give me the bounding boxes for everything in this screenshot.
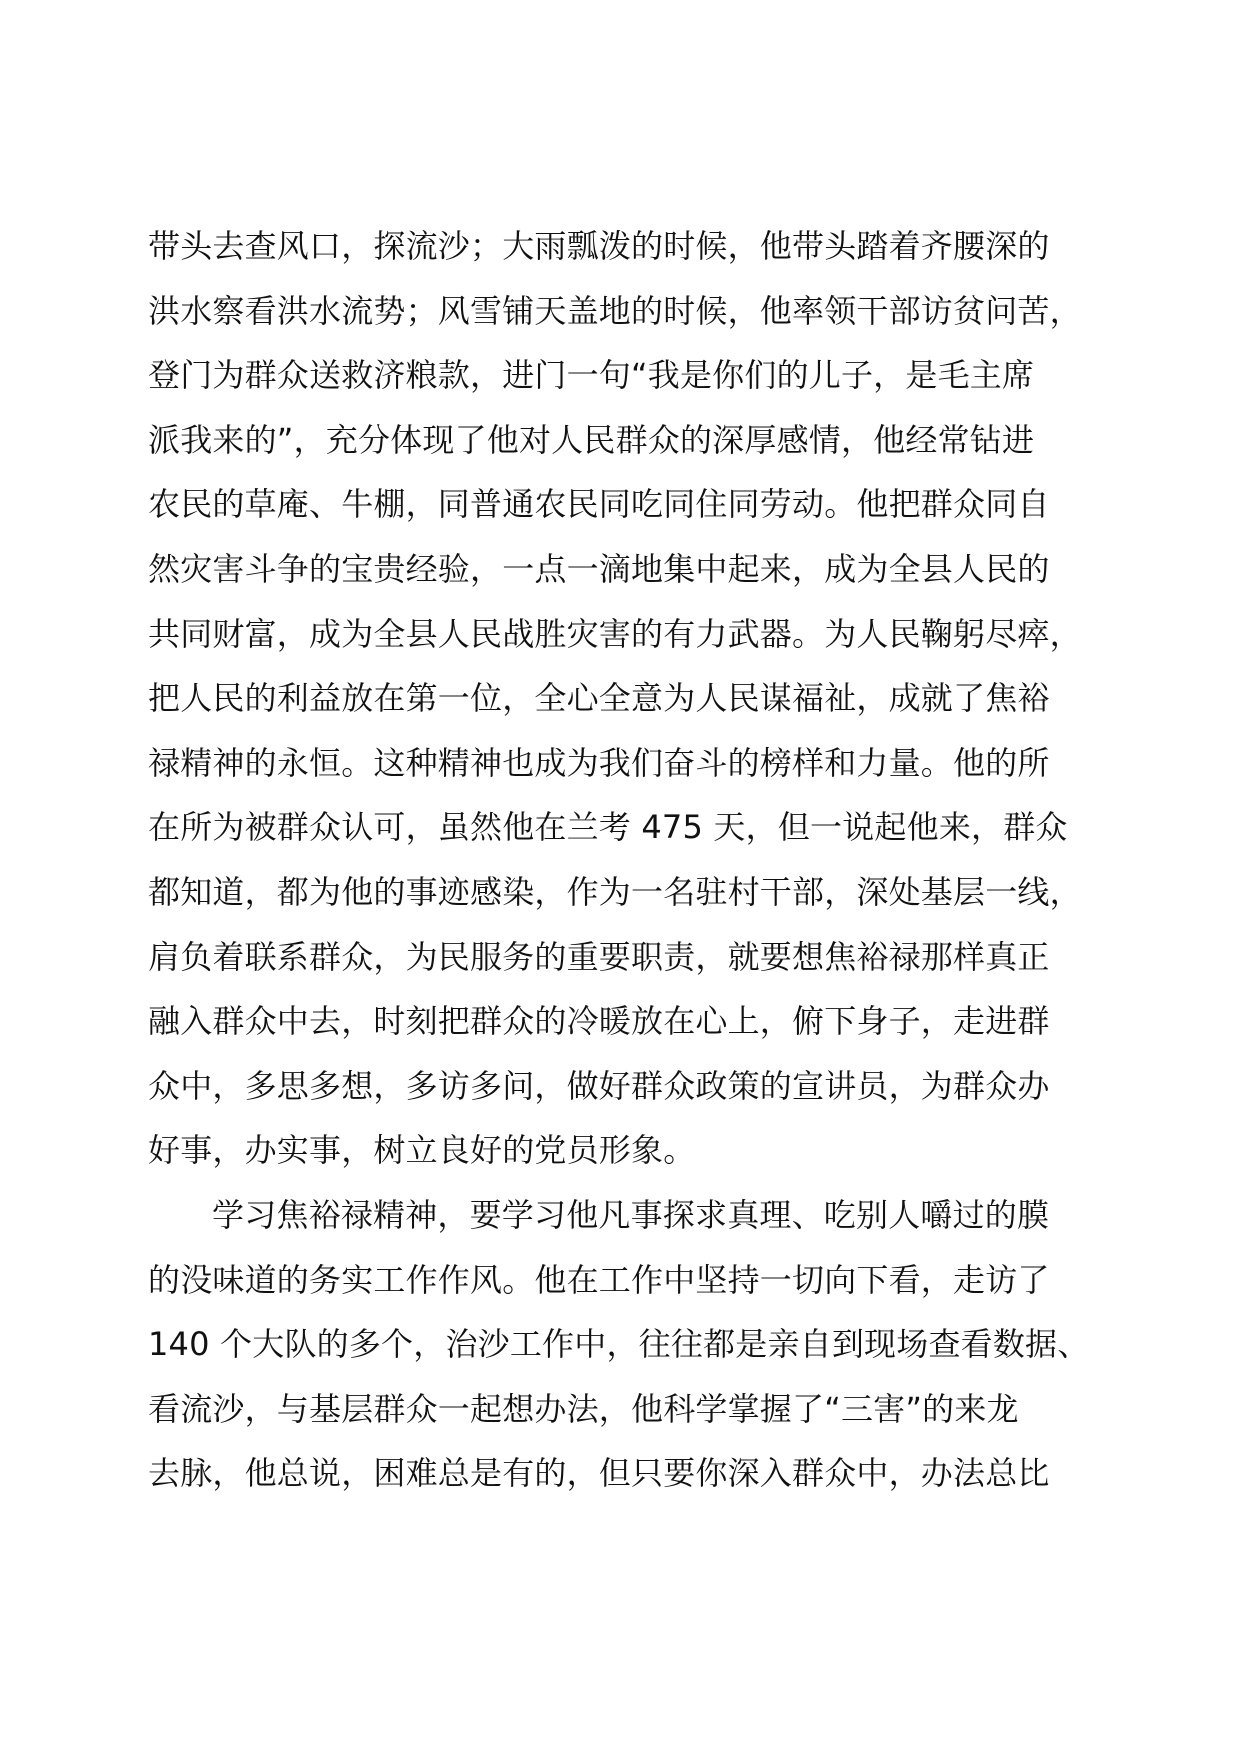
text-line: 禄精神的永恒。这种精神也成为我们奋斗的榜样和力量。他的所: [148, 743, 1050, 782]
text-line: 融入群众中去，时刻把群众的冷暖放在心上，俯下身子，走进群: [148, 1002, 1050, 1041]
text-line: 的没味道的务实工作作风。他在工作中坚持一切向下看，走访了: [148, 1260, 1050, 1299]
text-line: 农民的草庵、牛棚，同普通农民同吃同住同劳动。他把群众同自: [148, 485, 1050, 524]
text-line: 洪水察看洪水流势；风雪铺天盖地的时候，他率领干部访贫问苦，: [148, 291, 1082, 330]
text-line: 好事，办实事，树立良好的党员形象。: [148, 1131, 696, 1170]
text-line: 众中，多思多想，多访多问，做好群众政策的宣讲员，为群众办: [148, 1066, 1050, 1105]
text-line: 派我来的”，充分体现了他对人民群众的深厚感情，他经常钻进: [148, 420, 1035, 459]
text-line: 把人民的利益放在第一位，全心全意为人民谋福祉，成就了焦裕: [148, 679, 1050, 718]
text-line: 去脉，他总说，困难总是有的，但只要你深入群众中，办法总比: [148, 1454, 1050, 1493]
text-line: 带头去查风口，探流沙；大雨瓢泼的时候，他带头踏着齐腰深的: [148, 227, 1050, 265]
text-line: 登门为群众送救济粮款，进门一句“我是你们的儿子，是毛主席: [148, 356, 1035, 395]
text-line: 都知道，都为他的事迹感染，作为一名驻村干部，深处基层一线，: [148, 872, 1082, 911]
text-line: 在所为被群众认可，虽然他在兰考 475 天，但一说起他来，群众: [148, 808, 1068, 847]
body-text: [148, 214, 1128, 1506]
text-line: 肩负着联系群众，为民服务的重要职责，就要想焦裕禄那样真正: [148, 937, 1050, 976]
text-line: 看流沙，与基层群众一起想办法，他科学掌握了“三害”的来龙: [148, 1389, 1019, 1428]
paragraph-start-line: 学习焦裕禄精神，要学习他凡事探求真理、吃别人嚼过的膜: [212, 1195, 1050, 1234]
text-line: 140 个大队的多个，治沙工作中，往往都是亲自到现场查看数据、: [148, 1325, 1090, 1364]
text-line: 然灾害斗争的宝贵经验，一点一滴地集中起来，成为全县人民的: [148, 549, 1050, 588]
text-line: 共同财富，成为全县人民战胜灾害的有力武器。为人民鞠躬尽瘁，: [148, 614, 1082, 653]
